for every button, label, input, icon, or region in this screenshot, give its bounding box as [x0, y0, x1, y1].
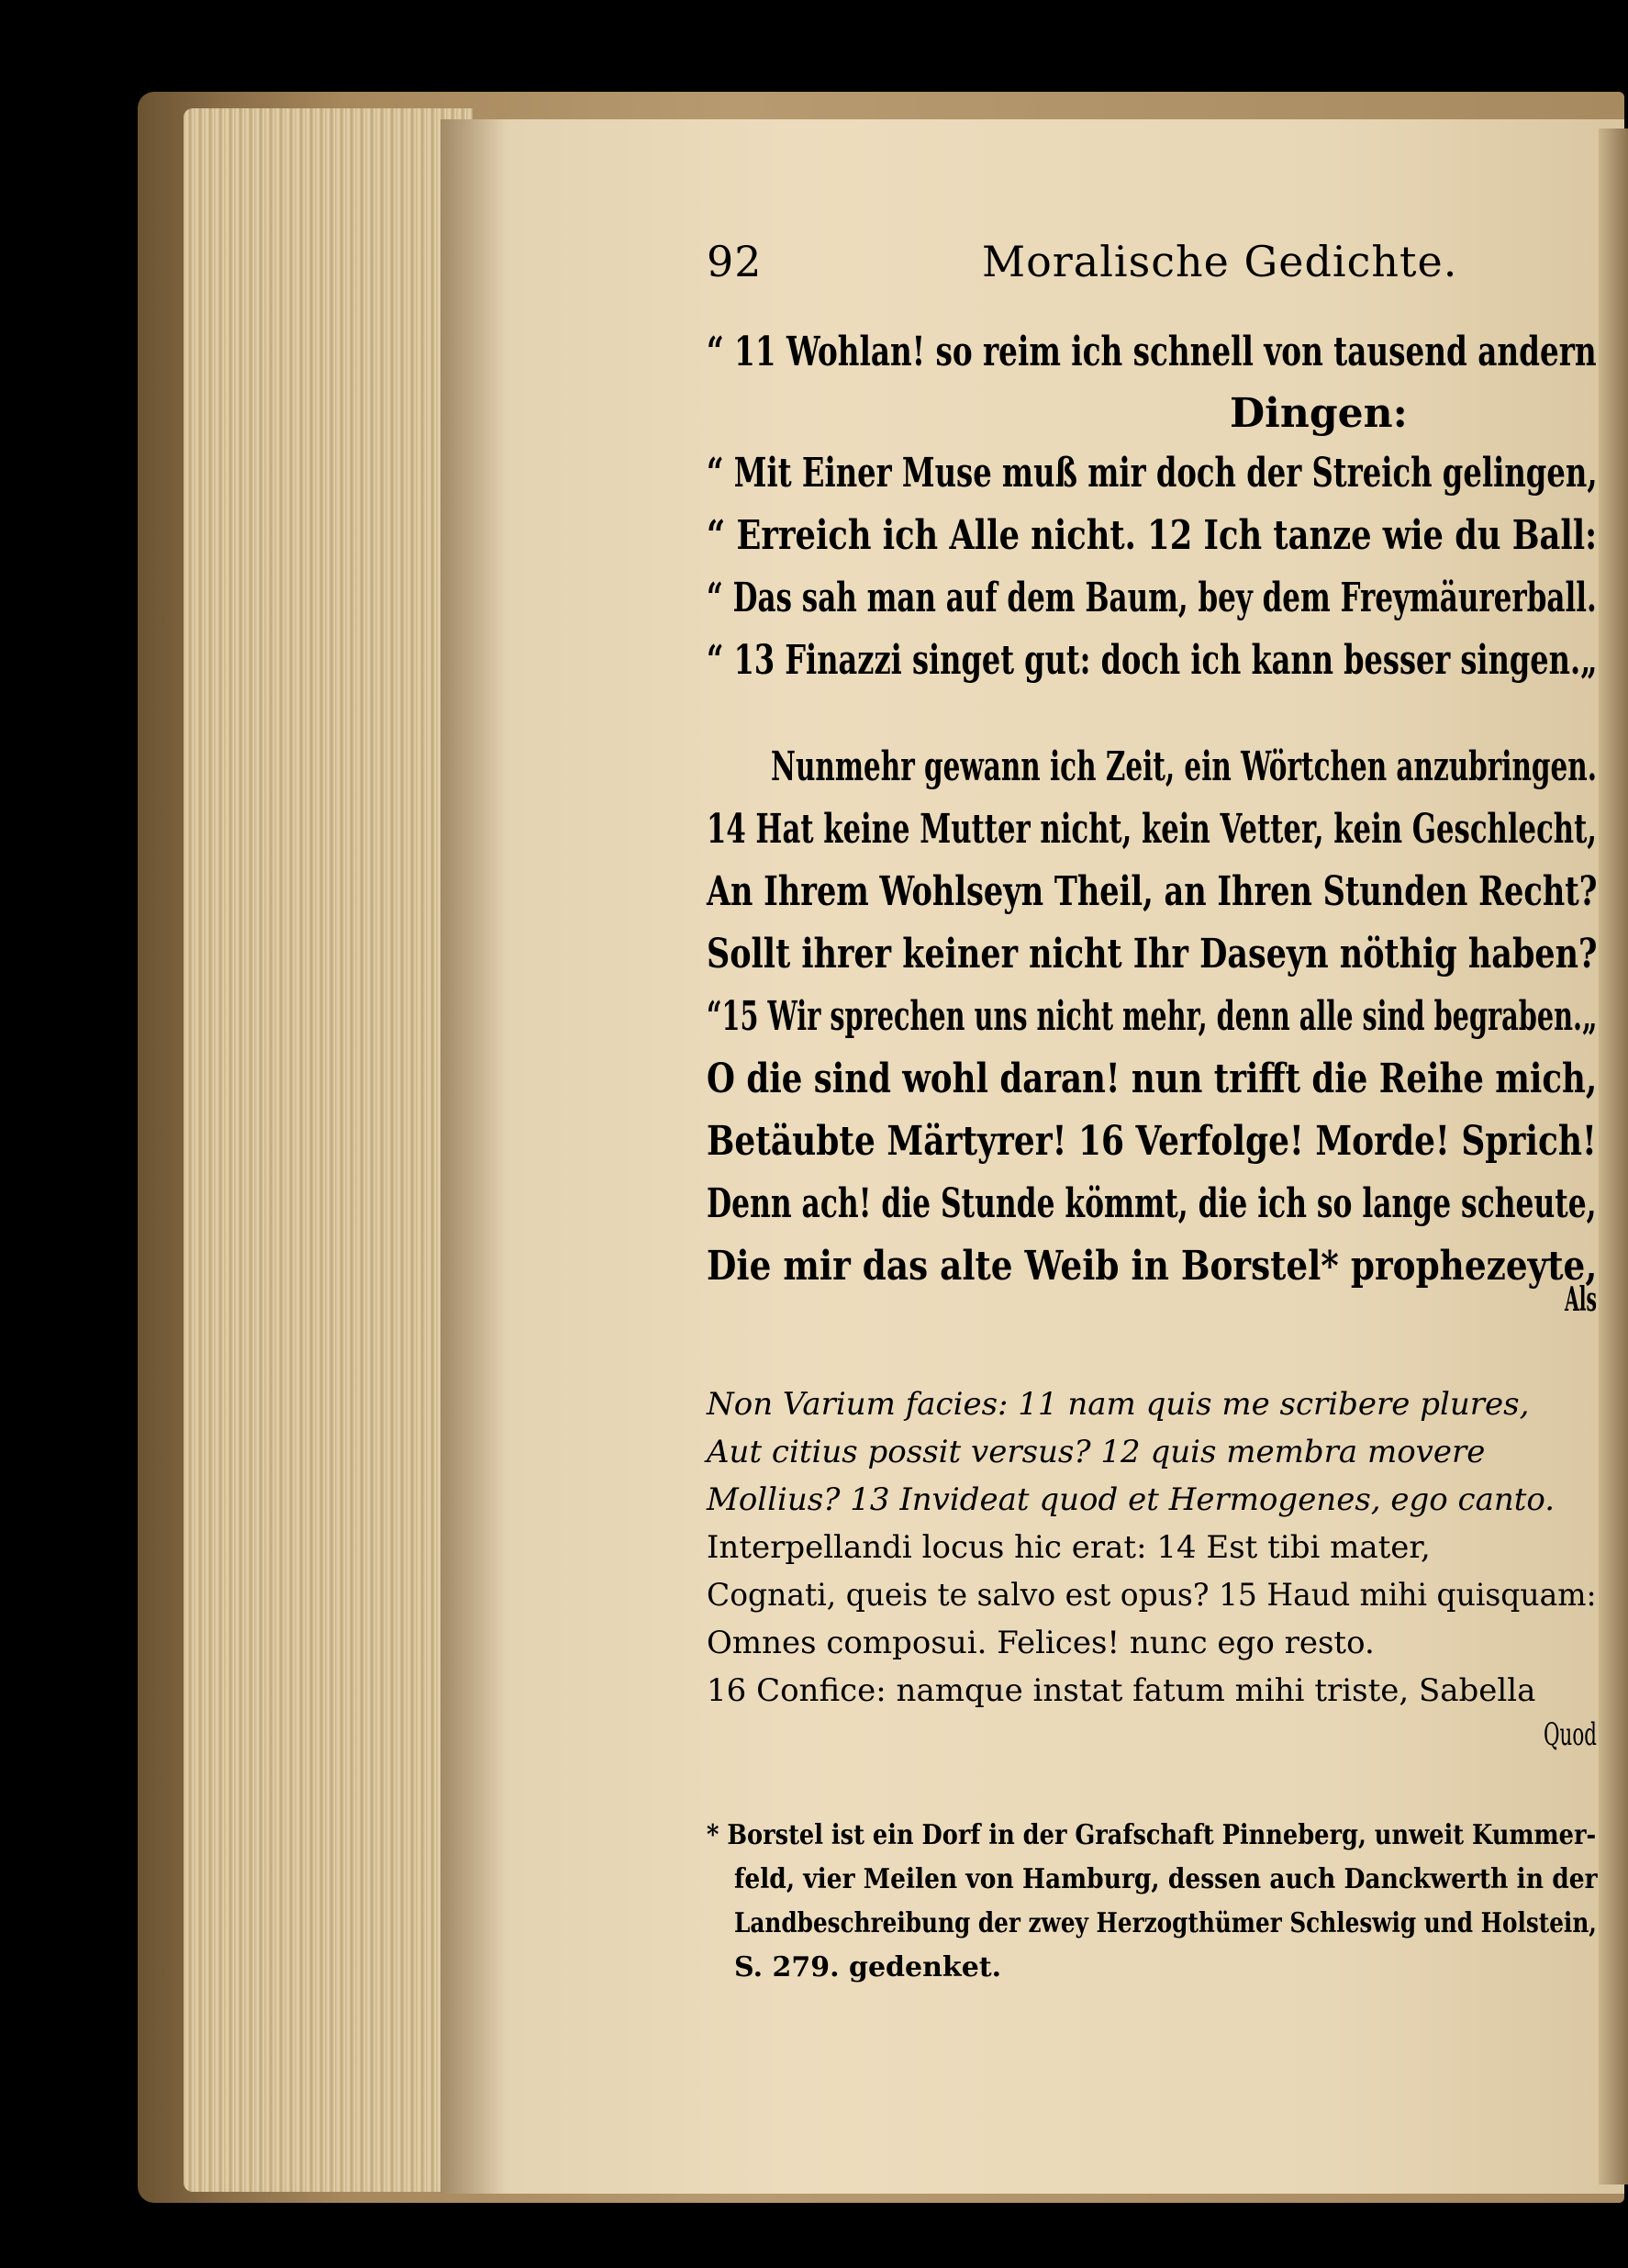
footnote-line: S. 279. gedenket. [734, 1951, 1002, 1983]
page-number: 92 [707, 237, 763, 286]
latin-note-line: 16 Confice: namque instat fatum mihi triste, Sabella [707, 1672, 1536, 1709]
verse-line: 14 Hat keine Mutter nicht, kein Vetter, kein Geschlecht, [707, 806, 1598, 853]
latin-note-line: Non Varium facies: 11 nam quis me scribere plures, [707, 1386, 1530, 1423]
catchword: Als [1565, 1280, 1597, 1319]
latin-note-line: Interpellandi locus hic erat: 14 Est tibi mater, [707, 1529, 1431, 1566]
verse-line: Dingen: [1230, 390, 1408, 437]
verse-line: O die sind wohl daran! nun trifft die Reihe mich, [707, 1056, 1598, 1102]
verse-line: Sollt ihrer keiner nicht Ihr Daseyn nöthig haben? [707, 931, 1598, 978]
latin-note-line: Cognati, queis te salvo est opus? 15 Haud mihi quisquam: [707, 1577, 1597, 1614]
running-title: Moralische Gedichte. [982, 237, 1458, 286]
latin-note-line: Omnes composui. Felices! nunc ego resto. [707, 1625, 1375, 1661]
verse-line: Nunmehr gewann ich Zeit, ein Wörtchen anzubringen. [771, 743, 1597, 790]
footnote-line: Landbeschreibung der zwey Herzogthümer Schleswig und Holstein, [734, 1907, 1597, 1939]
verse-line: Die mir das alte Weib in Borstel* prophezeyte, [707, 1243, 1598, 1290]
verse-line: Betäubte Märtyrer! 16 Verfolge! Morde! Sprich! [707, 1118, 1597, 1165]
verse-line: “ 13 Finazzi singet gut: doch ich kann besser singen.„ [707, 637, 1598, 684]
right-page-edge [1599, 128, 1628, 2184]
verse-line: Denn ach! die Stunde kömmt, die ich so lange scheute, [707, 1180, 1597, 1227]
verse-line: “15 Wir sprechen uns nicht mehr, denn alle sind begraben.„ [707, 993, 1598, 1040]
catchword: Quod [1544, 1716, 1597, 1753]
verse-line: “ Mit Einer Muse muß mir doch der Streich gelingen, [707, 450, 1598, 497]
latin-note-line: Aut citius possit versus? 12 quis membra movere [707, 1434, 1486, 1470]
spine-shadow [440, 119, 505, 2194]
page-edges [184, 108, 473, 2192]
verse-line: An Ihrem Wohlseyn Theil, an Ihren Stunden Recht? [707, 868, 1598, 915]
verse-line: “ Erreich ich Alle nicht. 12 Ich tanze wie du Ball: [707, 512, 1598, 559]
verse-line: “ Das sah man auf dem Baum, bey dem Freymäurerball. [707, 575, 1597, 621]
verse-line: “ 11 Wohlan! so reim ich schnell von tausend andern [707, 329, 1597, 375]
latin-note-line: Mollius? 13 Invideat quod et Hermogenes, ego canto. [707, 1481, 1556, 1518]
footnote-line: * Borstel ist ein Dorf in der Grafschaft Pinneberg, unweit Kummer- [707, 1819, 1597, 1851]
footnote-line: feld, vier Meilen von Hamburg, dessen auch Danckwerth in der [734, 1863, 1598, 1895]
